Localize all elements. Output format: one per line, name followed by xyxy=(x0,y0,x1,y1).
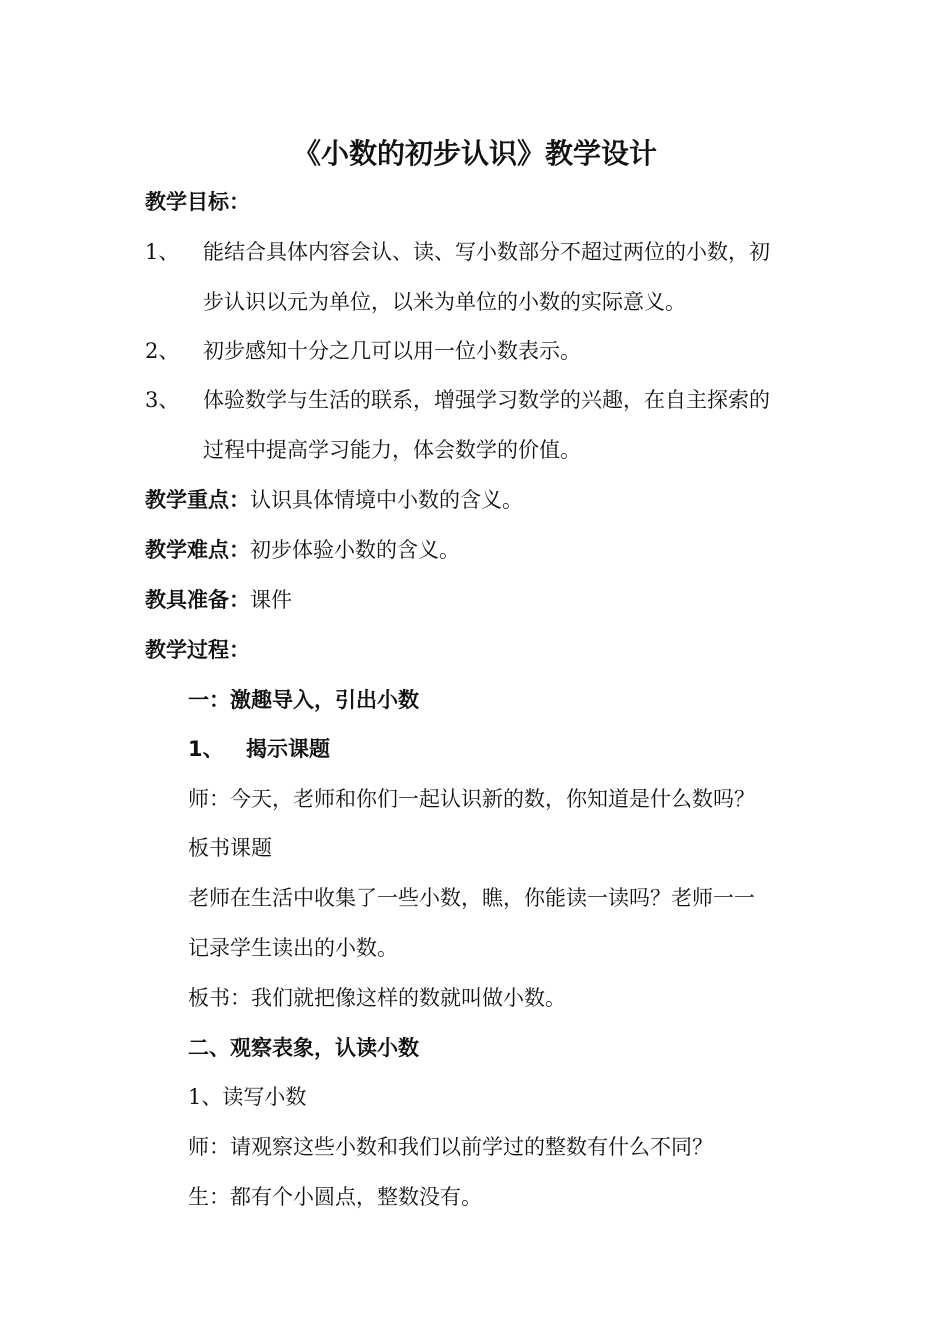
objective-number: 3、 xyxy=(145,388,180,412)
section1-line: 师：今天，老师和你们一起认识新的数，你知道是什么数吗？ xyxy=(188,787,755,811)
difficulty-text: 初步体验小数的含义。 xyxy=(250,538,460,562)
section1-line: 记录学生读出的小数。 xyxy=(188,936,398,960)
section2-line: 生：都有个小圆点，整数没有。 xyxy=(188,1185,482,1209)
objective-text-continued: 步认识以元为单位，以米为单位的小数的实际意义。 xyxy=(203,290,686,314)
objectives-heading: 教学目标： xyxy=(145,190,250,214)
document-title: 《小数的初步认识》教学设计 xyxy=(292,137,657,170)
key-point-text: 认识具体情境中小数的含义。 xyxy=(250,488,523,512)
objective-number: 2、 xyxy=(145,339,180,363)
tools-label: 教具准备： xyxy=(145,588,250,612)
section1-subheading-title: 揭示课题 xyxy=(246,737,330,761)
section2-line: 师：请观察这些小数和我们以前学过的整数有什么不同？ xyxy=(188,1135,713,1159)
section1-line: 板书课题 xyxy=(188,836,272,860)
section2-line: 1、读写小数 xyxy=(188,1085,307,1109)
key-point-line xyxy=(145,486,523,514)
objective-text: 体验数学与生活的联系，增强学习数学的兴趣，在自主探索的 xyxy=(203,388,770,412)
key-point-label: 教学重点： xyxy=(145,488,250,512)
difficulty-label: 教学难点： xyxy=(145,538,250,562)
section2-heading: 二、观察表象，认读小数 xyxy=(188,1036,419,1060)
difficulty-line xyxy=(145,536,460,564)
section1-subheading-number: 1、 xyxy=(188,737,224,761)
objective-number: 1、 xyxy=(145,240,180,264)
tools-line xyxy=(145,586,292,614)
objective-text: 初步感知十分之几可以用一位小数表示。 xyxy=(203,339,581,363)
objective-text: 能结合具体内容会认、读、写小数部分不超过两位的小数，初 xyxy=(203,240,770,264)
process-heading: 教学过程： xyxy=(145,638,250,662)
section1-heading: 一：激趣导入，引出小数 xyxy=(188,688,419,712)
section1-line: 老师在生活中收集了一些小数，瞧，你能读一读吗？老师一一 xyxy=(188,886,755,910)
tools-text: 课件 xyxy=(250,588,292,612)
section1-line: 板书：我们就把像这样的数就叫做小数。 xyxy=(188,986,566,1010)
objective-text-continued: 过程中提高学习能力，体会数学的价值。 xyxy=(203,438,581,462)
